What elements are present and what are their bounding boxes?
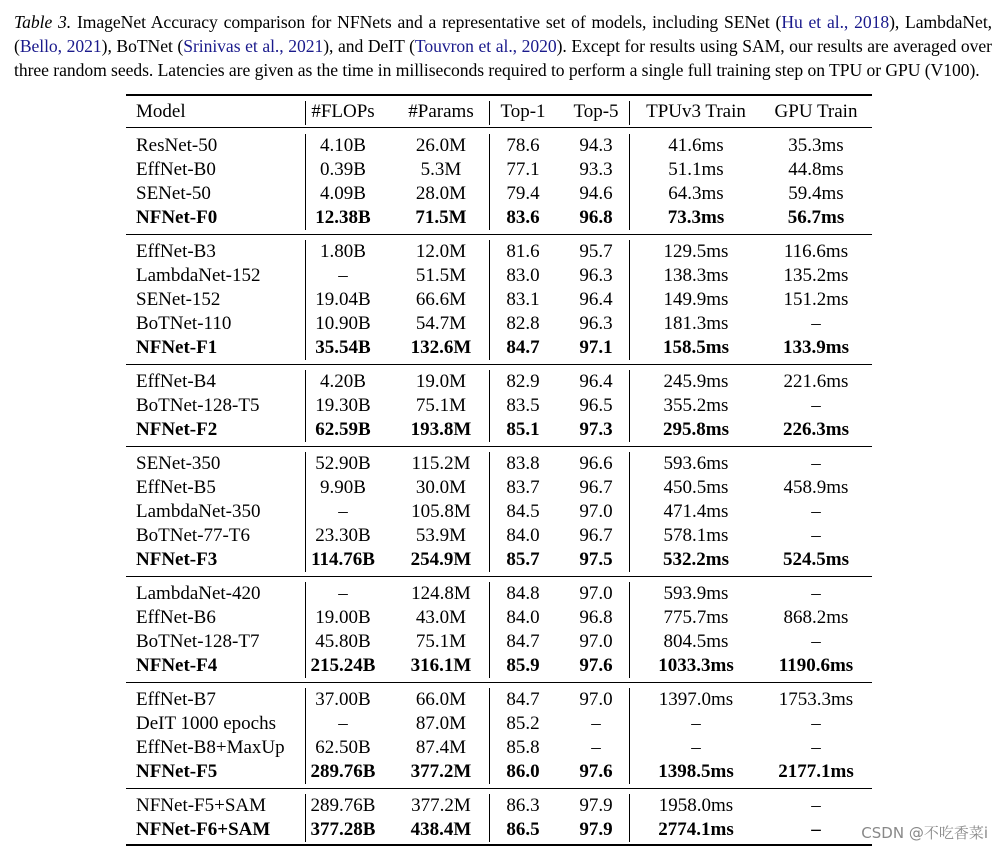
cell-top5: 97.6: [579, 655, 613, 676]
cell-top1: 84.7: [506, 337, 540, 358]
caption-citation[interactable]: Srinivas et al., 2021: [183, 36, 324, 56]
cell-gpu-train: –: [811, 819, 821, 840]
cell-tpu-train: 181.3ms: [663, 313, 729, 334]
cell-flops: 52.90B: [315, 453, 371, 474]
cell-top5: 97.1: [579, 337, 613, 358]
cell-params: 132.6M: [410, 337, 472, 358]
cell-top5: 93.3: [579, 159, 613, 180]
cell-top1: 79.4: [506, 183, 540, 204]
cell-top5: 96.8: [579, 207, 613, 228]
cell-flops: 1.80B: [320, 241, 366, 262]
cell-params: 377.2M: [411, 795, 471, 816]
cell-gpu-train: 135.2ms: [783, 265, 849, 286]
cell-top1: 85.1: [506, 419, 540, 440]
cell-top5: 96.5: [579, 395, 613, 416]
cell-tpu-train: 1397.0ms: [658, 689, 734, 710]
cell-tpu-train: 804.5ms: [663, 631, 729, 652]
cell-model: SENet-152: [136, 289, 221, 310]
cell-tpu-train: 149.9ms: [663, 289, 729, 310]
cell-flops: 4.09B: [320, 183, 366, 204]
cell-gpu-train: –: [811, 631, 821, 652]
cell-params: 438.4M: [410, 819, 472, 840]
cell-tpu-train: 295.8ms: [663, 419, 729, 440]
cell-tpu-train: 578.1ms: [663, 525, 729, 546]
cell-top1: 83.6: [506, 207, 540, 228]
cell-tpu-train: 2774.1ms: [658, 819, 734, 840]
cell-top5: 96.3: [579, 313, 613, 334]
cell-model: BoTNet-128-T7: [136, 631, 260, 652]
cell-top5: 95.7: [579, 241, 613, 262]
column-divider: [629, 134, 630, 230]
column-divider: [489, 794, 490, 842]
cell-gpu-train: 226.3ms: [783, 419, 849, 440]
cell-model: BoTNet-110: [136, 313, 232, 334]
cell-params: 124.8M: [411, 583, 471, 604]
column-divider: [305, 794, 306, 842]
cell-gpu-train: 56.7ms: [787, 207, 845, 228]
cell-gpu-train: 458.9ms: [783, 477, 849, 498]
caption-citation[interactable]: Touvron et al., 2020: [414, 36, 557, 56]
cell-top1: 82.8: [506, 313, 540, 334]
cell-top5: –: [591, 737, 601, 758]
cell-model: EffNet-B3: [136, 241, 216, 262]
cell-gpu-train: –: [811, 795, 821, 816]
cell-flops: 289.76B: [310, 761, 376, 782]
cell-top1: 77.1: [506, 159, 540, 180]
cell-flops: 62.59B: [315, 419, 371, 440]
caption-citation[interactable]: Hu et al., 2018: [781, 12, 890, 32]
cell-params: 54.7M: [415, 313, 467, 334]
cell-flops: 62.50B: [315, 737, 371, 758]
header-gpu-train: GPU Train: [774, 101, 858, 122]
cell-top5: 96.8: [579, 607, 613, 628]
column-divider: [489, 688, 490, 784]
cell-tpu-train: 245.9ms: [663, 371, 729, 392]
cell-gpu-train: –: [811, 737, 821, 758]
cell-params: 87.0M: [415, 713, 467, 734]
cell-top5: 97.0: [579, 583, 613, 604]
cell-tpu-train: 1398.5ms: [658, 761, 734, 782]
cell-top5: 97.9: [579, 795, 613, 816]
cell-params: 26.0M: [415, 135, 467, 156]
cell-top1: 85.7: [506, 549, 540, 570]
cell-top5: 97.9: [579, 819, 613, 840]
cell-params: 193.8M: [410, 419, 472, 440]
cell-params: 43.0M: [415, 607, 467, 628]
cell-flops: 377.28B: [310, 819, 376, 840]
group-rule: [126, 682, 872, 683]
cell-flops: 289.76B: [310, 795, 376, 816]
column-divider: [489, 582, 490, 678]
cell-flops: 215.24B: [310, 655, 376, 676]
table-bottom-rule: [126, 844, 872, 846]
cell-params: 316.1M: [410, 655, 472, 676]
cell-gpu-train: 1753.3ms: [778, 689, 854, 710]
watermark: CSDN @不吃香菜i: [861, 824, 988, 842]
cell-gpu-train: –: [811, 395, 821, 416]
cell-flops: 45.80B: [315, 631, 371, 652]
cell-top1: 86.3: [506, 795, 540, 816]
cell-top5: 97.3: [579, 419, 613, 440]
cell-params: 53.9M: [415, 525, 467, 546]
cell-model: EffNet-B7: [136, 689, 216, 710]
column-divider: [629, 582, 630, 678]
cell-model: DeIT 1000 epochs: [136, 713, 277, 734]
cell-gpu-train: –: [811, 453, 821, 474]
cell-top5: 96.3: [579, 265, 613, 286]
cell-gpu-train: 44.8ms: [788, 159, 844, 180]
cell-params: 87.4M: [415, 737, 467, 758]
column-divider: [305, 452, 306, 572]
cell-top1: 83.7: [506, 477, 540, 498]
caption-segment: ). Except for results using SAM, our results are averaged over three random seeds. Latencies are given as the time in milliseconds required to perform a single full training step on TPU or GPU (V100).: [14, 36, 992, 80]
cell-top5: 96.6: [579, 453, 613, 474]
cell-top5: 97.5: [579, 549, 613, 570]
cell-top5: 97.0: [579, 501, 613, 522]
cell-params: 71.5M: [415, 207, 467, 228]
column-divider: [305, 688, 306, 784]
cell-flops: 19.30B: [315, 395, 371, 416]
caption-segment: ), BoTNet (: [101, 36, 184, 56]
cell-model: NFNet-F0: [136, 207, 218, 228]
cell-tpu-train: 138.3ms: [663, 265, 729, 286]
cell-flops: 9.90B: [320, 477, 366, 498]
cell-top1: 78.6: [506, 135, 540, 156]
column-divider: [305, 370, 306, 442]
header-rule: [126, 127, 872, 128]
cell-model: NFNet-F6+SAM: [136, 819, 271, 840]
cell-flops: –: [338, 501, 348, 522]
table-top-rule: [126, 94, 872, 96]
cell-tpu-train: 471.4ms: [663, 501, 729, 522]
column-divider: [629, 240, 630, 360]
cell-tpu-train: 73.3ms: [667, 207, 725, 228]
caption-segment: ImageNet Accuracy comparison for NFNets and a representative set of models, including SENet (: [71, 12, 782, 32]
cell-model: EffNet-B5: [136, 477, 216, 498]
group-rule: [126, 364, 872, 365]
cell-gpu-train: 59.4ms: [788, 183, 844, 204]
cell-top5: 96.7: [579, 477, 613, 498]
cell-model: NFNet-F5+SAM: [136, 795, 267, 816]
cell-top1: 84.8: [506, 583, 540, 604]
cell-params: 105.8M: [411, 501, 471, 522]
cell-flops: 12.38B: [315, 207, 371, 228]
cell-flops: 37.00B: [315, 689, 371, 710]
cell-tpu-train: –: [691, 713, 701, 734]
cell-top1: 84.7: [506, 689, 540, 710]
cell-gpu-train: 151.2ms: [783, 289, 849, 310]
cell-model: EffNet-B8+MaxUp: [136, 737, 285, 758]
cell-tpu-train: 1033.3ms: [658, 655, 734, 676]
cell-model: EffNet-B0: [136, 159, 216, 180]
cell-tpu-train: 355.2ms: [663, 395, 729, 416]
column-divider: [629, 101, 630, 125]
cell-params: 12.0M: [415, 241, 467, 262]
cell-top1: 85.8: [506, 737, 540, 758]
column-divider: [629, 452, 630, 572]
column-divider: [305, 134, 306, 230]
cell-top5: 94.3: [579, 135, 613, 156]
table-label: Table 3.: [14, 12, 72, 32]
cell-tpu-train: 41.6ms: [668, 135, 724, 156]
cell-model: LambdaNet-420: [136, 583, 261, 604]
cell-model: ResNet-50: [136, 135, 218, 156]
cell-top5: 94.6: [579, 183, 613, 204]
cell-top5: 97.6: [579, 761, 613, 782]
column-divider: [489, 370, 490, 442]
cell-flops: 19.04B: [315, 289, 371, 310]
cell-top1: 86.0: [506, 761, 540, 782]
cell-tpu-train: 593.9ms: [663, 583, 729, 604]
cell-tpu-train: 51.1ms: [668, 159, 724, 180]
caption-text: [14, 12, 992, 80]
cell-params: 254.9M: [410, 549, 472, 570]
cell-top1: 85.9: [506, 655, 540, 676]
cell-top5: 96.4: [579, 289, 613, 310]
group-rule: [126, 446, 872, 447]
cell-model: LambdaNet-350: [136, 501, 261, 522]
cell-top5: –: [591, 713, 601, 734]
cell-flops: 0.39B: [320, 159, 366, 180]
cell-tpu-train: 775.7ms: [663, 607, 729, 628]
cell-gpu-train: –: [811, 313, 821, 334]
cell-top1: 81.6: [506, 241, 540, 262]
cell-model: NFNet-F3: [136, 549, 218, 570]
cell-flops: 4.10B: [320, 135, 366, 156]
column-divider: [305, 101, 306, 125]
column-divider: [489, 240, 490, 360]
cell-gpu-train: 116.6ms: [783, 241, 849, 262]
cell-top1: 84.0: [506, 525, 540, 546]
cell-model: EffNet-B6: [136, 607, 216, 628]
column-divider: [305, 240, 306, 360]
cell-model: LambdaNet-152: [136, 265, 261, 286]
cell-params: 19.0M: [415, 371, 467, 392]
cell-params: 30.0M: [415, 477, 467, 498]
cell-top1: 83.8: [506, 453, 540, 474]
header-params: #Params: [408, 101, 474, 122]
cell-tpu-train: 158.5ms: [663, 337, 729, 358]
cell-top1: 83.1: [506, 289, 540, 310]
column-divider: [629, 794, 630, 842]
cell-flops: –: [338, 583, 348, 604]
cell-top1: 84.0: [506, 607, 540, 628]
cell-top1: 83.5: [506, 395, 540, 416]
column-divider: [489, 452, 490, 572]
cell-model: NFNet-F2: [136, 419, 218, 440]
cell-flops: –: [338, 713, 348, 734]
cell-gpu-train: 133.9ms: [783, 337, 849, 358]
group-rule: [126, 788, 872, 789]
cell-flops: 35.54B: [315, 337, 371, 358]
cell-flops: 10.90B: [315, 313, 371, 334]
group-rule: [126, 234, 872, 235]
column-divider: [305, 582, 306, 678]
cell-params: 51.5M: [415, 265, 467, 286]
column-divider: [629, 370, 630, 442]
cell-gpu-train: 524.5ms: [783, 549, 849, 570]
cell-tpu-train: –: [691, 737, 701, 758]
cell-gpu-train: –: [811, 713, 821, 734]
cell-flops: 4.20B: [320, 371, 366, 392]
cell-gpu-train: 221.6ms: [783, 371, 849, 392]
cell-tpu-train: 64.3ms: [668, 183, 724, 204]
cell-model: EffNet-B4: [136, 371, 216, 392]
cell-tpu-train: 1958.0ms: [658, 795, 734, 816]
cell-top5: 97.0: [579, 631, 613, 652]
cell-top5: 96.7: [579, 525, 613, 546]
cell-gpu-train: 1190.6ms: [778, 655, 854, 676]
header-model: Model: [136, 101, 186, 122]
cell-gpu-train: –: [811, 501, 821, 522]
cell-top1: 86.5: [506, 819, 540, 840]
cell-top5: 96.4: [579, 371, 613, 392]
cell-flops: 114.76B: [311, 549, 375, 570]
cell-model: BoTNet-128-T5: [136, 395, 260, 416]
cell-gpu-train: –: [811, 583, 821, 604]
cell-tpu-train: 593.6ms: [663, 453, 729, 474]
cell-params: 28.0M: [415, 183, 467, 204]
cell-model: SENet-50: [136, 183, 211, 204]
cell-params: 66.6M: [415, 289, 467, 310]
caption-citation[interactable]: Bello, 2021: [19, 36, 102, 56]
cell-gpu-train: 35.3ms: [788, 135, 844, 156]
header-tpu-train: TPUv3 Train: [646, 101, 746, 122]
cell-gpu-train: –: [811, 525, 821, 546]
column-divider: [489, 134, 490, 230]
cell-model: NFNet-F4: [136, 655, 218, 676]
cell-flops: 19.00B: [315, 607, 371, 628]
cell-params: 66.0M: [415, 689, 467, 710]
cell-model: NFNet-F1: [136, 337, 218, 358]
cell-flops: –: [338, 265, 348, 286]
cell-params: 75.1M: [415, 631, 467, 652]
cell-tpu-train: 129.5ms: [663, 241, 729, 262]
caption-segment: ), and DeIT (: [323, 36, 415, 56]
column-divider: [489, 101, 490, 125]
cell-top1: 83.0: [506, 265, 540, 286]
group-rule: [126, 576, 872, 577]
caption-segment: ), LambdaNet, (: [14, 12, 993, 56]
cell-params: 75.1M: [415, 395, 467, 416]
cell-model: NFNet-F5: [136, 761, 218, 782]
cell-tpu-train: 532.2ms: [663, 549, 729, 570]
cell-model: SENet-350: [136, 453, 221, 474]
cell-top1: 84.7: [506, 631, 540, 652]
cell-gpu-train: 868.2ms: [783, 607, 849, 628]
column-divider: [629, 688, 630, 784]
cell-params: 377.2M: [410, 761, 472, 782]
cell-top5: 97.0: [579, 689, 613, 710]
cell-flops: 23.30B: [315, 525, 371, 546]
header-flops: #FLOPs: [311, 101, 375, 122]
table-caption: [14, 10, 992, 82]
cell-gpu-train: 2177.1ms: [778, 761, 854, 782]
header-top5: Top-5: [573, 101, 619, 122]
cell-top1: 84.5: [506, 501, 540, 522]
header-top1: Top-1: [500, 101, 546, 122]
cell-tpu-train: 450.5ms: [663, 477, 729, 498]
cell-params: 5.3M: [420, 159, 462, 180]
cell-model: BoTNet-77-T6: [136, 525, 250, 546]
cell-params: 115.2M: [411, 453, 471, 474]
cell-top1: 85.2: [506, 713, 540, 734]
cell-top1: 82.9: [506, 371, 540, 392]
